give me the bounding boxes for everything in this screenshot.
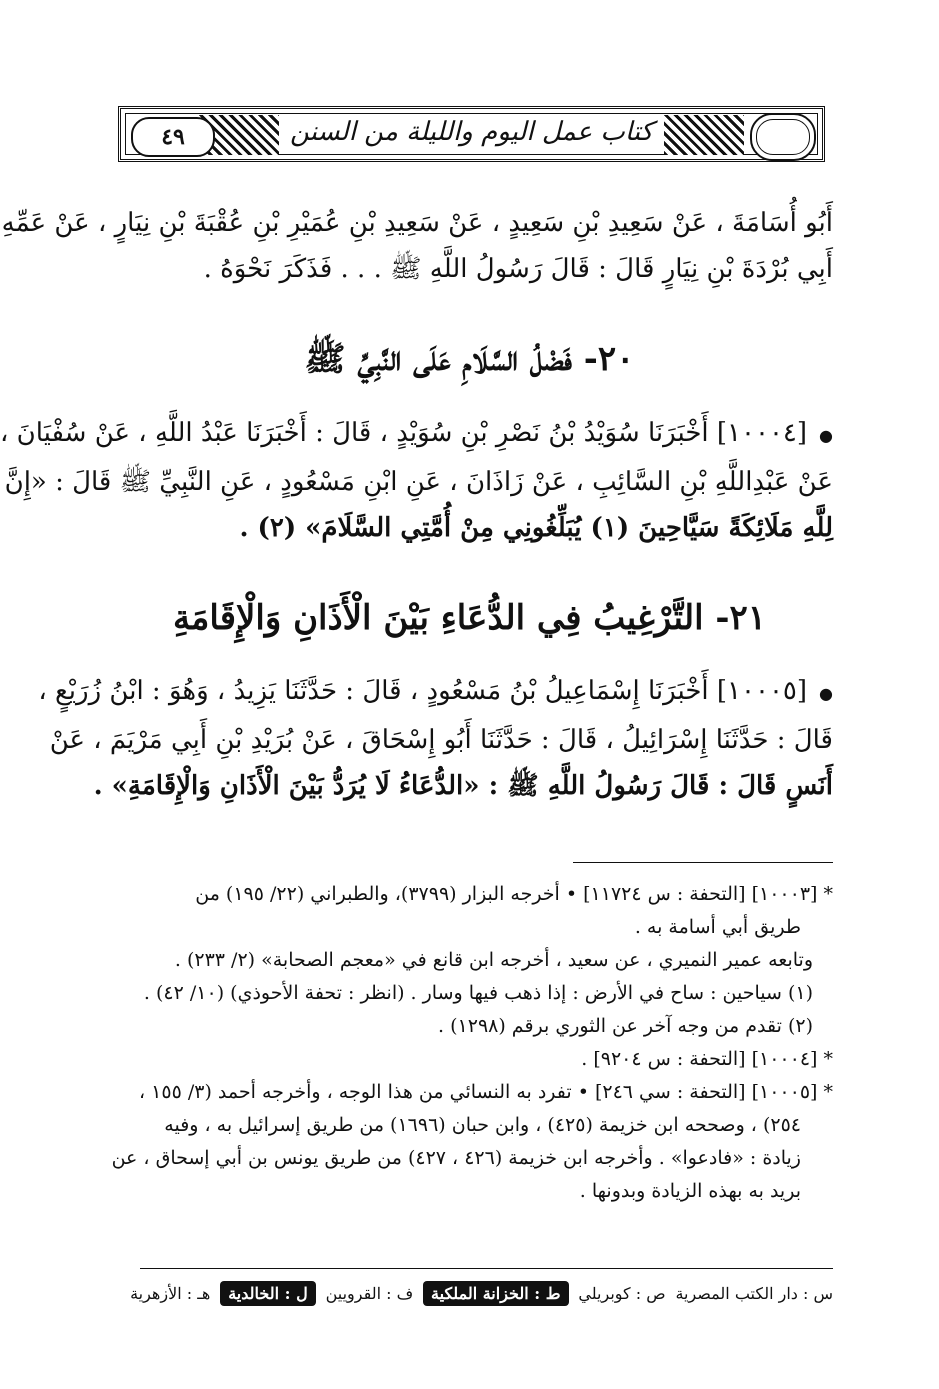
footnote-line: زيادة : «فادعوا» . وأخرجه ابن خزيمة (٤٢٦ ، ٤٢٧) من طريق يونس بن أبي إسحاق ، عن xyxy=(111,1147,801,1169)
text-line: لِلَّهِ مَلَائِكَةً سَيَّاحِينَ (١) يُبَلِّغُونِي مِنْ أُمَّتِي السَّلَامَ» (٢) . xyxy=(239,513,833,543)
bullet-icon: ● xyxy=(819,684,833,703)
text-line: أَبِي بُرْدَةَ بْنِ نِيَارٍ قَالَ : قَالَ رَسُولُ اللَّهِ ﷺ . . . فَذَكَرَ نَحْوَهُ . xyxy=(203,254,833,284)
key-item-highlight: ط : الخزانة الملكية xyxy=(423,1281,568,1306)
key-item-highlight: ل : الخالدية xyxy=(220,1281,316,1306)
key-item: س : دار الكتب المصرية xyxy=(675,1283,833,1303)
footnote-line: بريد به بهذه الزيادة وبدونها . xyxy=(579,1180,801,1202)
footnote-line: * [١٠٠٠٥] [التحفة : سي ٢٤٦] • تفرد به النسائي من هذا الوجه ، وأخرجه أحمد (٣/ ١٥٥ ، xyxy=(139,1081,833,1103)
book-title: كتاب عمل اليوم والليلة من السنن xyxy=(289,117,654,147)
text-line: أَنَسٍ قَالَ : قَالَ رَسُولُ اللَّهِ ﷺ : «الدُّعَاءُ لَا يُرَدُّ بَيْنَ الْأَذَانِ وَالْإِقَامَةِ» . xyxy=(93,771,833,801)
section-heading-21: ٢١- التَّرْغِيبُ فِي الدُّعَاءِ بَيْنَ الْأَذَانِ وَالْإِقَامَةِ xyxy=(172,598,767,638)
hadith-line: [١٠٠٠٥] أَخْبَرَنَا إِسْمَاعِيلُ بْنُ مَسْعُودٍ ، قَالَ : حَدَّثَنَا يَزِيدُ ، وَهُوَ : ابْنُ زُرَيْعٍ ، xyxy=(38,676,808,706)
text-line: أَبُو أُسَامَةَ ، عَنْ سَعِيدِ بْنِ سَعِيدٍ ، عَنْ سَعِيدِ بْنِ عُمَيْرِ بْنِ عُقْبَةَ بْنِ نِيَارٍ ، عَنْ عَمِّهِ xyxy=(1,208,833,238)
hadith-line: [١٠٠٠٤] أَخْبَرَنَا سُوَيْدُ بْنُ نَصْرِ بْنِ سُوَيْدٍ ، قَالَ : أَخْبَرَنَا عَبْدُ اللَّهِ ، عَنْ سُفْيَانَ ، xyxy=(0,418,808,448)
footnote-divider xyxy=(573,862,833,863)
continuation-text xyxy=(1,200,833,292)
text-line: عَنْ عَبْدِاللَّهِ بْنِ السَّائِبِ ، عَنْ زَاذَانَ ، عَنِ ابْنِ مَسْعُودٍ ، عَنِ النَّبِيِّ ﷺ قَالَ : «إِنَّ xyxy=(4,467,833,497)
footnote-line: * [١٠٠٠٤] [التحفة : س ٩٢٠٤] . xyxy=(581,1048,833,1070)
page-header xyxy=(118,106,825,162)
hadith-10004 xyxy=(0,410,833,551)
text-line xyxy=(0,410,833,459)
footnote-line: طريق أبي أسامة به . xyxy=(634,916,801,938)
footnote-line: (١) سياحين : ساح في الأرض : إذا ذهب فيها وسار . (انظر : تحفة الأحوذي) (١٠/ ٤٢) . xyxy=(143,982,813,1004)
footnote-line: (٢) تقدم من وجه آخر عن الثوري برقم (١٢٩٨) . xyxy=(438,1015,813,1037)
footer-divider xyxy=(140,1268,833,1269)
footnote-line: وتابعه عمير النميري ، عن سعيد ، أخرجه ابن قانع في «معجم الصحابة» (٢/ ٢٣٣) . xyxy=(174,949,813,971)
text-line: قَالَ : حَدَّثَنَا إِسْرَائِيلُ ، قَالَ : حَدَّثَنَا أَبُو إِسْحَاقَ ، عَنْ بُرَيْدِ بْنِ أَبِي مَرْيَمَ ، عَنْ xyxy=(49,725,833,755)
hadith-10005 xyxy=(38,668,833,809)
footnotes xyxy=(105,878,833,1208)
footnote-line: * [١٠٠٠٣] [التحفة : س ١١٧٢٤] • أخرجه البزار (٣٧٩٩)، والطبراني (٢٢/ ١٩٥) من xyxy=(195,883,833,905)
key-item: ف : القرويين xyxy=(325,1283,414,1303)
key-item: هـ : الأزهرية xyxy=(130,1283,211,1303)
page-number: ٤٩ xyxy=(131,117,215,157)
bullet-icon: ● xyxy=(819,426,833,445)
text-line xyxy=(38,668,833,717)
manuscript-key xyxy=(130,1276,833,1310)
key-item: ص : كوبريلي xyxy=(578,1283,666,1303)
footnote-line: ٢٥٤) ، وصححه ابن خزيمة (٤٢٥) ، وابن حبان (١٦٩٦) من طريق إسرائيل به ، وفيه xyxy=(164,1114,801,1136)
section-heading-20: ٢٠- فَضْلُ السَّلَامِ عَلَى النَّبِيِّ ﷺ xyxy=(304,339,635,379)
